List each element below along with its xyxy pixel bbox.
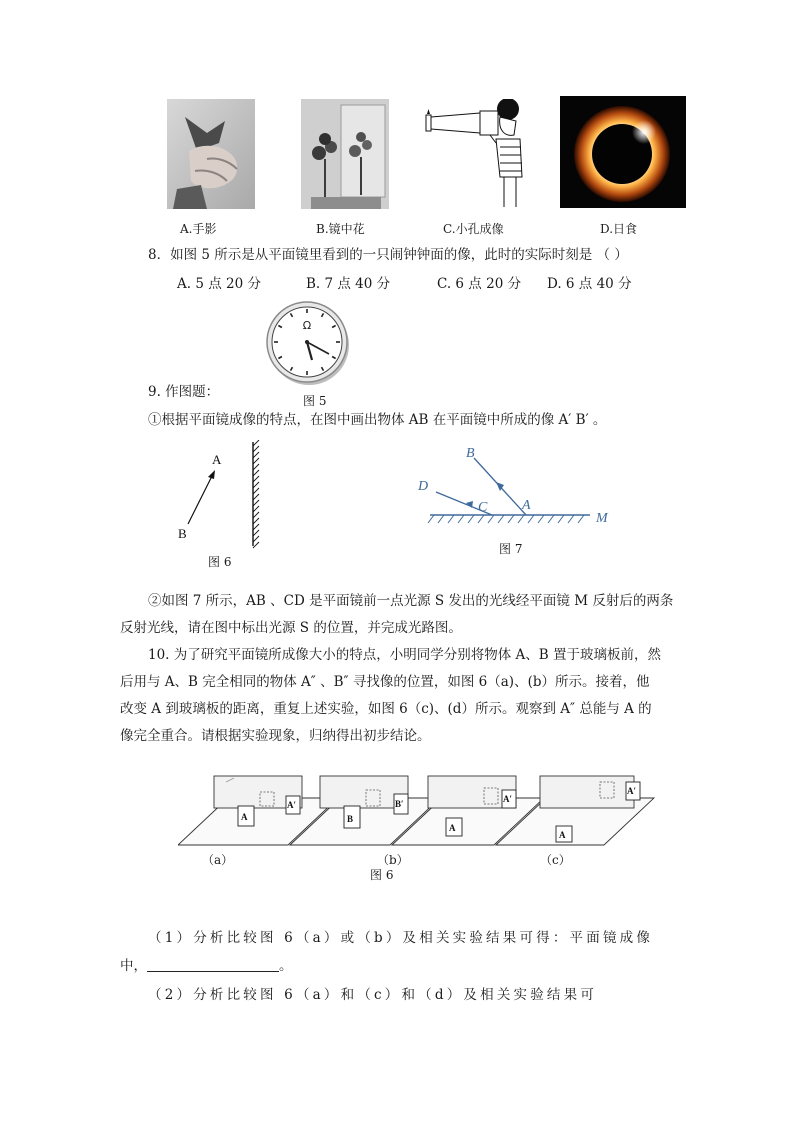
exp-label-b-prime: B′ xyxy=(395,799,404,809)
photo-mirror-flower xyxy=(301,99,389,209)
q8-option-c: C. 6 点 20 分 xyxy=(437,276,522,292)
exp-figure-caption: 图 6 xyxy=(370,868,394,882)
caption-d: D.日食 xyxy=(600,222,638,236)
fig6-label-a: A xyxy=(212,452,222,467)
q10-sub1-suffix: 。 xyxy=(279,958,293,974)
pinhole-camera-illustration xyxy=(424,99,532,209)
fig7-label-c: C xyxy=(478,500,488,515)
q9-part2-line1: ②如图 7 所示，AB 、CD 是平面镜前一点光源 S 发出的光线经平面镜 M 反射后的两条 xyxy=(148,593,674,609)
fig7-label-d: D xyxy=(418,479,429,494)
q10-line3: 改变 A 到玻璃板的距离，重复上述实验，如图 6（c)、(d）所示。观察到 A″ 总能与 A 的 xyxy=(120,701,652,717)
caption-b: B.镜中花 xyxy=(316,222,365,236)
q10-sub1-prefix: 中， xyxy=(120,958,147,974)
exp-label-a1: A xyxy=(241,812,248,822)
q8-option-a: A. 5 点 20 分 xyxy=(177,276,261,292)
caption-a: A.手影 xyxy=(180,222,217,236)
q10-line4: 像完全重合。请根据实验现象，归纳得出初步结论。 xyxy=(120,728,431,744)
q9-part1: ①根据平面镜成像的特点，在图中画出物体 AB 在平面镜中所成的像 A′ B′ 。 xyxy=(148,412,607,428)
photo-hand-shadow xyxy=(167,99,255,209)
fig6-label-b: B xyxy=(178,526,187,541)
q10-sub1-line2 xyxy=(120,953,293,980)
caption-c: C.小孔成像 xyxy=(443,222,504,236)
q10-line1: 10. 为了研究平面镜所成像大小的特点，小明同学分别将物体 A、B 置于玻璃板前，然 xyxy=(148,647,662,663)
exp-panel-c: （c） xyxy=(540,853,571,867)
exp-label-a3: A xyxy=(559,830,566,840)
clock-symbol: Ω xyxy=(302,319,312,332)
q10-sub1-answer-blank[interactable] xyxy=(147,955,279,972)
exp-label-a3-prime: A′ xyxy=(627,786,637,796)
q9-title: 9. 作图题： xyxy=(148,384,220,400)
exp-label-a2-prime: A′ xyxy=(503,794,513,804)
exp-panel-a: （a） xyxy=(202,853,234,867)
fig6-caption: 图 6 xyxy=(208,555,232,569)
exp-panel-b: （b） xyxy=(377,853,409,867)
q8-option-b: B. 7 点 40 分 xyxy=(306,276,391,292)
fig7-label-a: A xyxy=(522,498,531,513)
q10-sub1-line1: （1）分析比较图 6（a）或（b）及相关实验结果可得：平面镜成像 xyxy=(148,930,654,946)
q10-sub2-line1: （2）分析比较图 6（a）和（c）和（d）及相关实验结果可 xyxy=(148,987,598,1003)
q8-option-d: D. 6 点 40 分 xyxy=(547,276,632,292)
q8-stem: 8．如图 5 所示是从平面镜里看到的一只闹钟钟面的像，此时的实际时刻是 （ ） xyxy=(148,247,628,263)
fig5-caption: 图 5 xyxy=(303,394,327,408)
fig7-diagram xyxy=(410,440,620,532)
mirror-clock xyxy=(265,300,351,386)
fig6-diagram xyxy=(170,440,270,550)
photo-solar-eclipse xyxy=(560,96,686,208)
fig7-caption: 图 7 xyxy=(499,542,523,556)
exp-label-a2: A xyxy=(449,823,456,833)
q9-part2-line2: 反射光线，请在图中标出光源 S 的位置，并完成光路图。 xyxy=(120,620,462,636)
exp-label-a1-prime: A′ xyxy=(287,800,297,810)
fig7-label-b: B xyxy=(466,446,475,461)
q10-experiment-figure xyxy=(178,770,658,850)
exp-label-b: B xyxy=(347,814,354,824)
q10-line2: 后用与 A、B 完全相同的物体 A″ 、B″ 寻找像的位置，如图 6（a)、(b）所示。接着，他 xyxy=(120,674,650,690)
fig7-label-m: M xyxy=(596,511,608,526)
